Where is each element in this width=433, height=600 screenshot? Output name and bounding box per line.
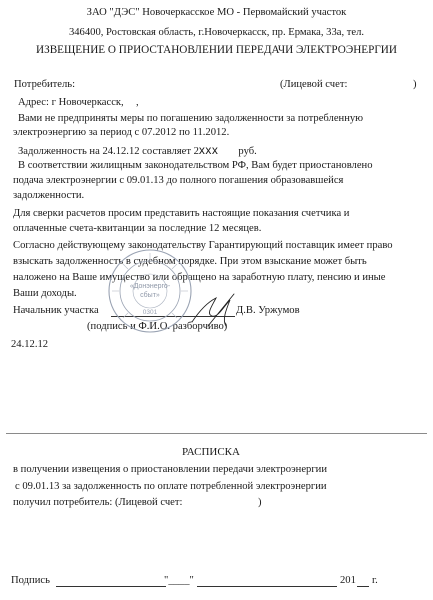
receipt-year-suffix: г.	[372, 575, 378, 586]
account-close: )	[413, 79, 417, 90]
receipt-line-2: с 09.01.13 за задолженность по оплате потребленной электроэнергии	[15, 481, 327, 492]
debt-line	[18, 144, 257, 158]
notice-title: ИЗВЕЩЕНИЕ О ПРИОСТАНОВЛЕНИИ ПЕРЕДАЧИ ЭЛЕКТРОЭНЕРГИИ	[36, 44, 397, 56]
paragraph-3-line-2: оплаченные счета-квитанции за последние 12 месяцев.	[13, 223, 262, 234]
paragraph-4-line-3: наложено на Ваше имущество или обращено на заработную плату, пенсию и иные	[13, 272, 386, 283]
debt-suffix: руб.	[238, 146, 257, 157]
signer-name: Д.В. Уржумов	[236, 305, 300, 316]
signature-caption: (подпись и Ф.И.О. разборчиво)	[87, 321, 228, 332]
paragraph-2-line-1: В соответствии жилищным законодательством РФ, Вам будет приостановлено	[18, 160, 373, 171]
receipt-year-blank	[357, 586, 369, 587]
paragraph-1-line-1: Вами не предприняты меры по погашению задолженности за потребленную	[18, 113, 364, 124]
stamp-code: 0301	[142, 309, 158, 316]
paragraph-1-line-2: электроэнергию за период с 07.2012 по 11.2012.	[13, 127, 230, 138]
handwritten-signature-icon	[186, 292, 240, 330]
receipt-year-label: 201	[340, 575, 356, 586]
address-label: Адрес: г Новочеркасск,	[18, 97, 124, 108]
paragraph-4-line-1: Согласно действующему законодательству Гарантирующий поставщик имеет право	[13, 240, 393, 251]
section-separator	[6, 433, 427, 434]
receipt-line-1: в получении извещения о приостановлении передачи электроэнергии	[13, 464, 328, 475]
notice-date: 24.12.12	[11, 339, 49, 350]
debt-masked-amount: ххх	[198, 143, 219, 157]
address-tail: ,	[136, 97, 139, 108]
paragraph-2-line-3: задолженности.	[13, 190, 85, 201]
receipt-title: РАСПИСКА	[182, 446, 240, 458]
paragraph-4-line-2: взыскать задолженность в судебном порядке. При этом взыскание может быть	[13, 256, 367, 267]
paragraph-4-line-4: Ваши доходы.	[13, 288, 77, 299]
signer-title: Начальник участка	[13, 305, 99, 316]
stamp-center-line-1: «Донэнерго-	[129, 283, 171, 290]
receipt-date-blank: "____"	[164, 575, 194, 586]
receipt-line-3-label: получил потребитель: (Лицевой счет:	[13, 497, 183, 508]
account-label: (Лицевой счет:	[280, 79, 348, 90]
receipt-signature-label: Подпись	[11, 575, 50, 586]
stamp-seal-icon	[107, 248, 193, 334]
paragraph-2-line-2: подача электроэнергии с 09.01.13 до полного погашения образовавшейся	[13, 175, 344, 186]
receipt-month-blank	[197, 586, 337, 587]
debt-prefix: Задолженность на 24.12.12 составляет 2	[18, 146, 199, 157]
address-line: 346400, Ростовская область, г.Новочеркасск, пр. Ермака, 33а, тел.	[68, 27, 365, 38]
paragraph-3-line-1: Для сверки расчетов просим представить настоящие показания счетчика и	[13, 208, 350, 219]
receipt-line-3-close: )	[258, 497, 262, 508]
stamp-center-line-2: сбыт»	[140, 292, 160, 299]
organization-line: ЗАО "ДЭС" Новочеркасское МО - Первомайский участок	[86, 7, 347, 18]
consumer-label: Потребитель:	[14, 79, 76, 90]
receipt-signature-blank	[56, 586, 166, 587]
